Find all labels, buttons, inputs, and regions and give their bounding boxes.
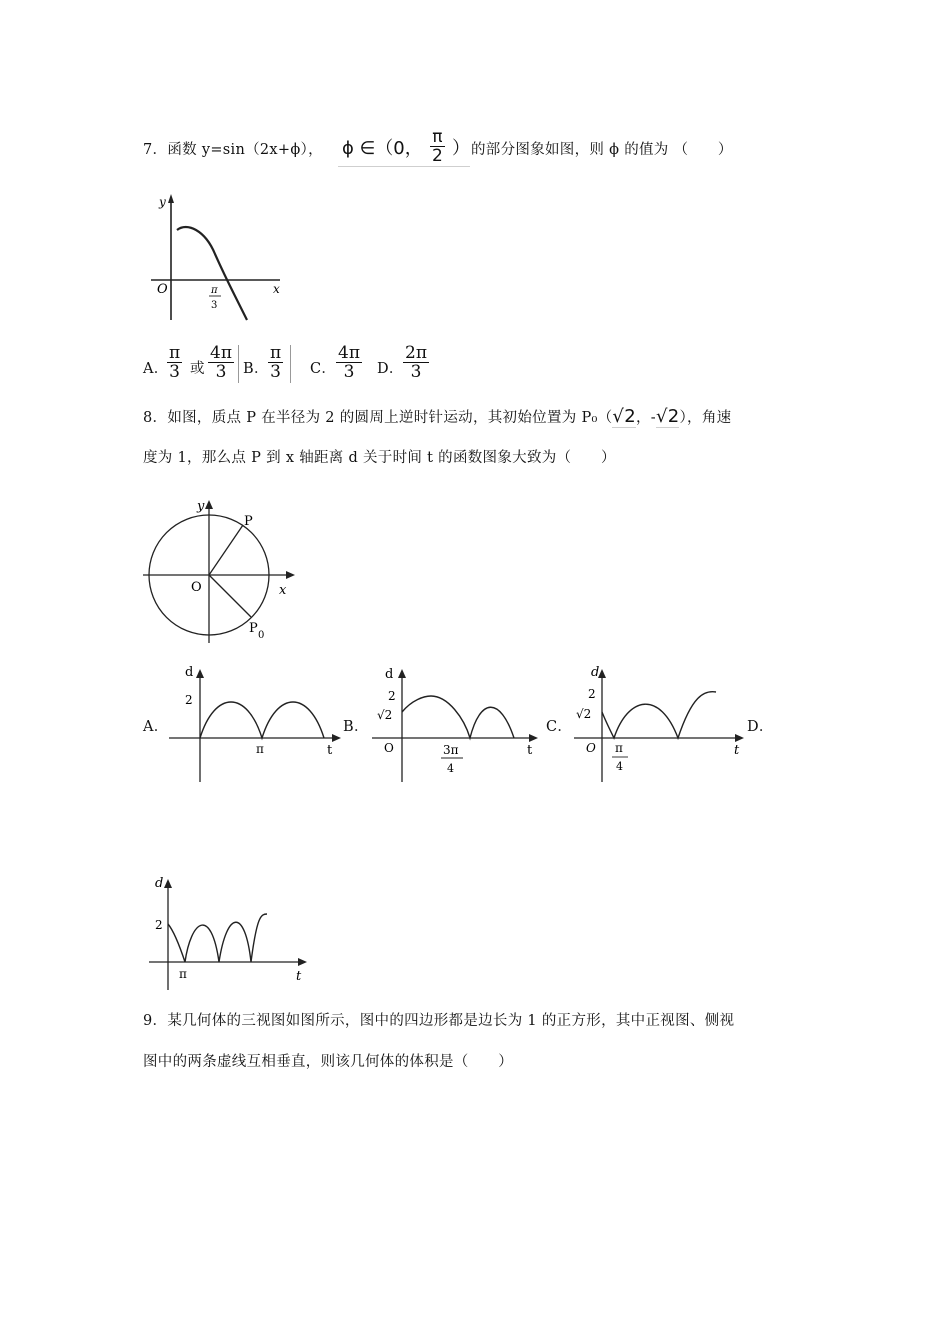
q8-graph-a [165, 660, 345, 785]
q8-p0-sub: 0 [258, 630, 265, 641]
q7-option-b-divider [290, 345, 291, 383]
q7-option-c-label: C． [310, 361, 337, 377]
q8c-tick-x-den: 4 [616, 760, 623, 773]
q8-y-arrow [205, 500, 213, 509]
q8b-tick-x-num: 3π [443, 743, 459, 757]
q8-stem-line1-b: ），角速 [679, 410, 732, 426]
q7-option-a-frac2: $\frac{4\pi}{3}$ [210, 343, 232, 382]
q7-option-d-label: D． [377, 361, 404, 377]
q8c-curve [602, 692, 716, 738]
q8-stem-line1 [143, 407, 731, 428]
q8c-tick-y: 2 [588, 687, 596, 701]
q8a-t-label: t [327, 743, 333, 758]
q8a-t-arrow [332, 734, 341, 742]
q8a-d-label: d [185, 665, 194, 680]
q8d-d-arrow [164, 879, 172, 888]
q8-graph-d [145, 870, 313, 995]
q8-option-b-label: B． [343, 719, 369, 735]
q8c-t-arrow [735, 734, 744, 742]
q8a-tick-x: π [256, 742, 264, 756]
q8d-tick-y: 2 [155, 918, 163, 932]
q8-radius-p0 [209, 575, 251, 617]
q8a-curve [200, 702, 324, 738]
q8-option-d-label: D． [747, 719, 774, 735]
q8-sqrt2-b: √2 [655, 406, 680, 427]
q7-option-b-label: B． [243, 361, 269, 377]
q8b-t-label: t [527, 743, 533, 758]
q7-option-a-label: A． [143, 361, 169, 377]
q8-stem-sep: ，- [635, 410, 656, 426]
q8-graph-b [368, 660, 548, 785]
q8c-tick-x-num: π [615, 741, 623, 755]
q7-stem-suffix: 的部分图象如图，则 ϕ 的值为 （ ） [471, 142, 733, 158]
q8-graph-c [570, 660, 748, 785]
q7-condition-image [338, 126, 470, 167]
q7-y-arrow [168, 194, 174, 203]
q7-option-a-frac1: $\frac{\pi}{3}$ [169, 343, 181, 382]
q8d-curve [168, 914, 267, 962]
q8b-d-arrow [398, 669, 406, 678]
q8d-tick-x: π [179, 967, 187, 981]
q8-sqrt2-a: √2 [612, 406, 636, 427]
q9-stem-line2: 图中的两条虚线互相垂直，则该几何体的体积是（ ） [143, 1054, 513, 1070]
q8d-d-label: d [155, 876, 164, 891]
q8-origin-label: O [191, 580, 202, 595]
q7-stem-prefix: 7．函数 y=sin（2x+ϕ）， [143, 142, 323, 158]
q7-option-c-frac: $\frac{4\pi}{3}$ [338, 343, 360, 382]
q7-condition-left: ϕ ∈（0， [342, 138, 423, 159]
q7-condition-right: ） [452, 138, 470, 159]
q8-radius-p [209, 525, 243, 575]
q8-y-label: y [197, 499, 205, 514]
q8a-tick-y: 2 [185, 693, 193, 707]
q8-x-label: x [279, 583, 287, 598]
q8-stem-line2: 度为 1，那么点 P 到 x 轴距离 d 关于时间 t 的函数图象大致为（ ） [143, 450, 616, 466]
q8b-t-arrow [529, 734, 538, 742]
q7-y-label: y [159, 195, 166, 209]
q8b-tick-x-den: 4 [447, 762, 454, 775]
q8b-origin: O [384, 741, 394, 755]
q8b-curve [402, 696, 514, 738]
q8b-d-label: d [385, 667, 394, 682]
q8-circle-figure [143, 495, 298, 650]
q8-p0-label: P [249, 621, 258, 636]
q7-origin-label: O [157, 282, 168, 297]
q7-option-a-or: 或 [190, 361, 205, 377]
q7-tick-num: π [211, 285, 218, 296]
q8d-t-label: t [296, 969, 302, 984]
q8b-tick-y: 2 [388, 689, 396, 703]
q8b-tick-y2: √2 [377, 708, 393, 722]
q7-sine-graph [145, 190, 285, 325]
q8-p-label: P [244, 514, 253, 529]
q8-option-a-label: A． [143, 719, 169, 735]
q8-option-c-label: C． [546, 719, 573, 735]
q8d-t-arrow [298, 958, 307, 966]
q7-condition-fraction: $\frac{\pi}{2}$ [432, 127, 443, 166]
q7-x-label: x [273, 282, 280, 296]
q7-option-d-frac: $\frac{2\pi}{3}$ [405, 343, 427, 382]
q8-x-arrow [286, 571, 295, 579]
q8c-origin: O [586, 741, 596, 755]
q8c-tick-y2: √2 [576, 707, 592, 721]
q8c-t-label: t [734, 743, 740, 758]
q9-stem-line1: 9．某几何体的三视图如图所示，图中的四边形都是边长为 1 的正方形，其中正视图、侧视 [143, 1013, 735, 1029]
q7-tick-den: 3 [211, 300, 218, 311]
q7-option-b-frac: $\frac{\pi}{3}$ [270, 343, 282, 382]
q8a-d-arrow [196, 669, 204, 678]
q7-option-a-divider [238, 345, 239, 383]
q8-stem-line1-a: 8．如图，质点 P 在半径为 2 的圆周上逆时针运动，其初始位置为 P₀（ [143, 410, 613, 426]
q8c-d-label: d [591, 665, 600, 680]
